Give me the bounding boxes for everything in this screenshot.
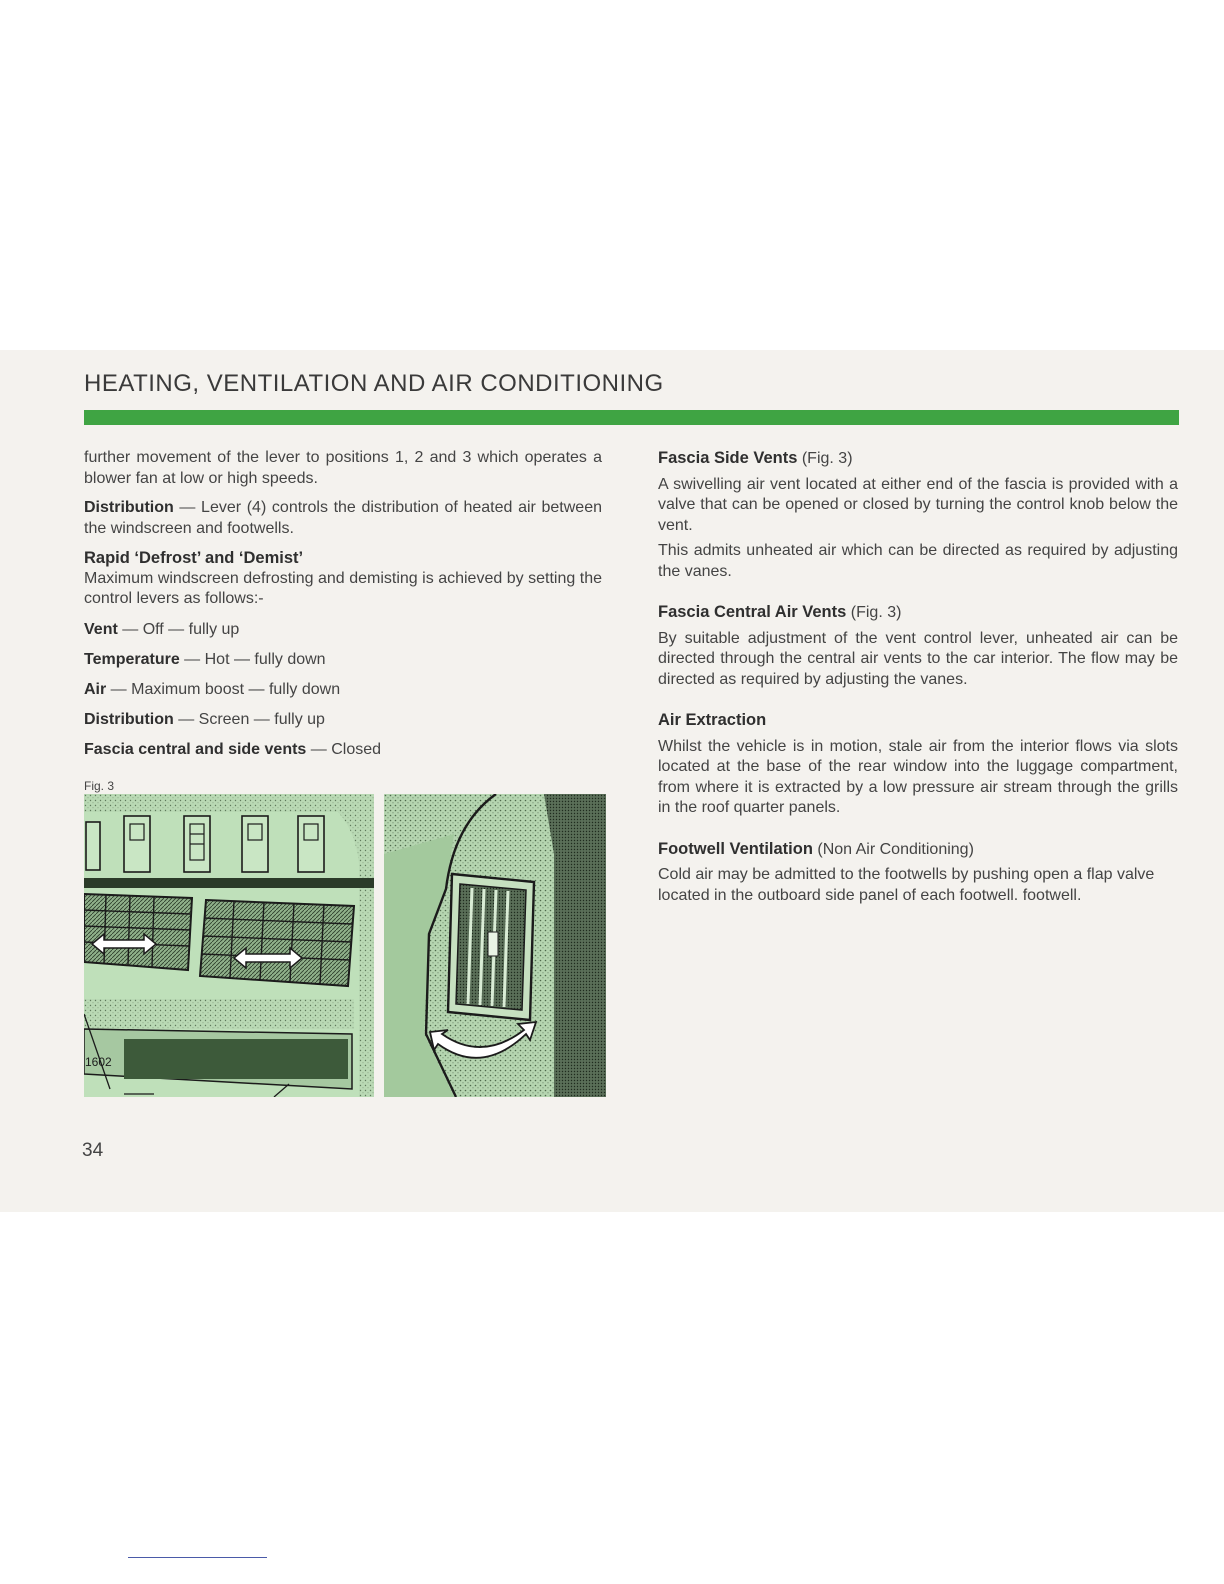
setting-temperature [84,650,602,670]
rapid-defrost-heading: Rapid ‘Defrost’ and ‘Demist’ [84,549,304,567]
setting-label: Air [84,680,107,698]
right-column [658,448,1178,906]
figure-label: Fig. 3 [84,778,115,793]
setting-value: — Off — fully up [117,620,240,638]
footer-rule [128,1557,267,1558]
page-number: 34 [82,1140,104,1161]
footwell-ventilation-paragraph: Cold air may be admitted to the footwells by pushing open a flap valve located in the outboard side panel of each footwell. footwell. [658,866,1155,904]
section-ref: (Fig. 3) [797,450,853,467]
intro-paragraph: further movement of the lever to positions 1, 2 and 3 which operates a blower fan at low or high speeds. [84,449,602,487]
left-column [84,448,602,796]
page-title: HEATING, VENTILATION AND AIR CONDITIONING [84,370,664,397]
setting-label: Fascia central and side vents [84,740,307,758]
setting-value: — Maximum boost — fully down [106,680,341,698]
setting-label: Vent [84,620,118,638]
section-title: Fascia Central Air Vents [658,603,847,621]
distribution-label: Distribution [84,499,174,516]
side-vents-paragraph-1: A swivelling air vent located at either end of the fascia is provided with a valve that can be opened or closed by turning the control knob below the vent. [658,475,1178,534]
side-vent-illustration [384,794,606,1097]
central-vents-illustration [84,794,374,1097]
title-accent-bar [84,410,1179,425]
setting-distribution [84,710,602,730]
section-heading-side-vents [658,448,1178,470]
air-extraction-paragraph: Whilst the vehicle is in motion, stale air from the interior flows via slots located at the base of the rear window into the luggage compartment, from where it is extracted by a low pressure air stream through the grills in the roof quarter panels. [658,737,1178,816]
setting-value: — Closed [306,740,382,758]
section-title: Footwell Ventilation [658,839,813,858]
setting-air [84,680,602,700]
section-heading-footwell-ventilation [658,839,1178,861]
side-vents-paragraph-2: This admits unheated air which can be directed as required by adjusting the vanes. [658,542,1178,580]
setting-label: Distribution [84,710,174,728]
distribution-text: — Lever (4) controls the distribution of heated air between the windscreen and footwells. [84,499,602,537]
section-heading-central-vents [658,602,1178,624]
distribution-paragraph [84,498,602,539]
section-title: Fascia Side Vents [658,449,798,467]
figure-code: 1602 [85,1055,112,1069]
settings-list [84,620,602,760]
section-title: Air Extraction [658,711,767,729]
setting-value: — Hot — fully down [179,650,326,668]
section-heading-air-extraction [658,710,1178,732]
setting-label: Temperature [84,650,180,668]
figure-3 [84,794,606,1097]
section-ref: (Fig. 3) [846,604,902,621]
setting-value: — Screen — fully up [173,710,325,728]
section-ref: (Non Air Conditioning) [812,840,974,858]
rapid-defrost-text: Maximum windscreen defrosting and demisting is achieved by setting the control levers as follows:- [84,569,602,607]
setting-vent [84,620,602,640]
setting-fascia-vents [84,740,602,760]
central-vents-paragraph: By suitable adjustment of the vent control lever, unheated air can be directed through the central air vents to the car interior. The flow may be directed as required by adjusting the vanes. [658,629,1178,688]
